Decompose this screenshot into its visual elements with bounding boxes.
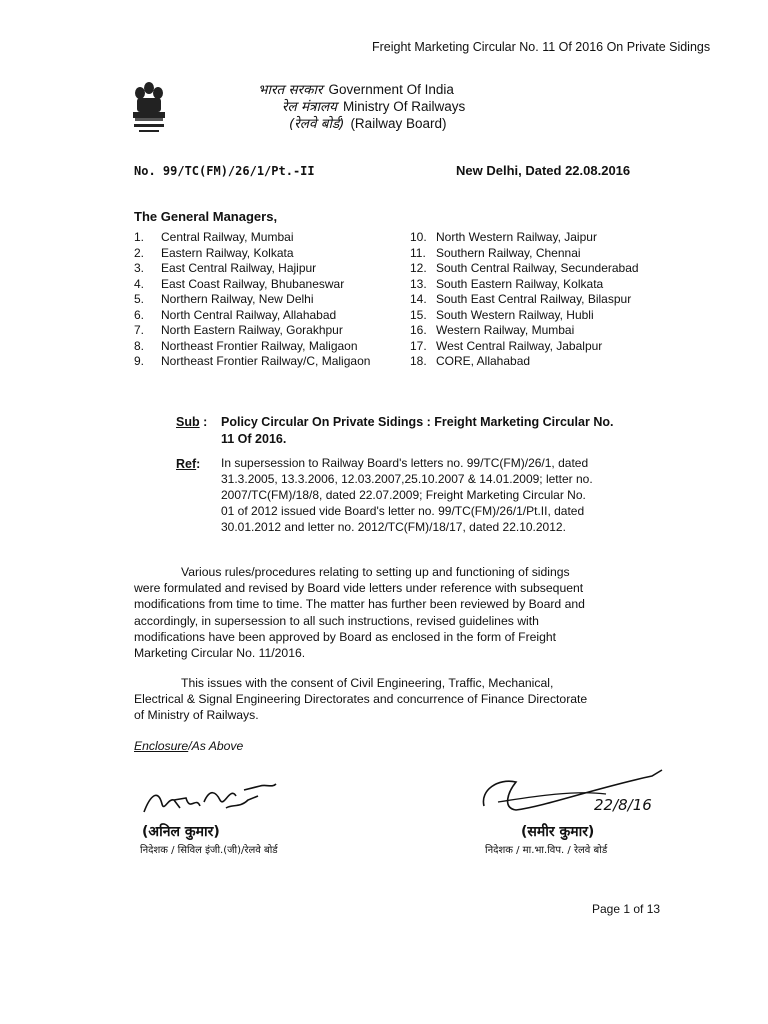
body-paragraph-2: This issues with the consent of Civil Engineering, Traffic, Mechanical, Electrical & Signal Engineering Directorates and concurrence of Finance Directorate of Ministry of Railways. <box>134 676 588 723</box>
letterhead-english-3: (Railway Board) <box>350 116 447 131</box>
letterhead-english-2: Ministry Of Railways <box>342 99 466 114</box>
signature-left-scribble <box>140 778 280 826</box>
subject-label: Sub : <box>176 415 208 429</box>
signature-right-scribble <box>476 766 686 828</box>
list-item: 14. South East Central Railway, Bilaspur <box>410 292 632 306</box>
letterhead-hindi-3: (रेलवे बोर्ड) <box>289 116 345 132</box>
reference-text: In supersession to Railway Board's letters no. 99/TC(FM)/26/1, dated 31.3.2005, 13.3.2006, 12.03.2007,25.10.2007 & 14.01.2009; letter no. 2007/TC(FM)/18/8, dated 22.07.2009; Freight Marketing Circular No. 01 of 2012 issued vide Board's letter no. 99/TC(FM)/26/1/Pt.II, dated 30.01.2012 and letter no. 2012/TC(FM)/18/17, dated 22.10.2012. <box>221 456 593 534</box>
letterhead-government <box>258 81 454 99</box>
list-item: 8. Northeast Frontier Railway, Maligaon <box>134 338 358 353</box>
page-number: Page 1 of 13 <box>592 902 661 916</box>
letterhead-board <box>289 115 446 133</box>
list-item: 1. Central Railway, Mumbai <box>134 230 294 244</box>
list-item: 16. Western Railway, Mumbai <box>410 323 575 337</box>
list-item: 18. CORE, Allahabad <box>410 354 531 368</box>
railway-list-left <box>134 230 370 370</box>
list-item: 2. Eastern Railway, Kolkata <box>134 245 294 260</box>
body-paragraph-1: Various rules/procedures relating to setting up and functioning of sidings were formulated and revised by Board vide letters under reference with subsequent modifications from time to time. The matter has further been reviewed by Board and accordingly, in supersession to all such instructions, revised guidelines with modifications have been approved by Board as enclosed in the form of Freight Marketing Circular No. 11/2016. <box>134 565 585 661</box>
letterhead-hindi-2: रेल मंत्रालय <box>282 99 337 115</box>
list-item: 11. Southern Railway, Chennai <box>410 245 581 260</box>
list-item: 4. East Coast Railway, Bhubaneswar <box>134 276 345 291</box>
letterhead-ministry <box>282 98 465 116</box>
list-item: 12. South Central Railway, Secunderabad <box>410 261 639 275</box>
list-item: 17. West Central Railway, Jabalpur <box>410 338 603 353</box>
railway-list-right <box>410 230 639 370</box>
signatory-right-designation: निदेशक / मा.भा.विप. / रेलवे बोर्ड <box>485 845 608 856</box>
list-item: 10. North Western Railway, Jaipur <box>410 230 597 244</box>
signatory-left-designation: निदेशक / सिविल इंजी.(जी)/रेलवे बोर्ड <box>140 845 278 856</box>
letterhead-english-1: Government Of India <box>328 82 454 97</box>
signatory-right-name: (समीर कुमार) <box>521 824 595 840</box>
signature-date: 22/8/16 <box>594 796 652 814</box>
list-item: 15. South Western Railway, Hubli <box>410 307 594 322</box>
letterhead-hindi-1: भारत सरकार <box>258 82 323 98</box>
list-item: 3. East Central Railway, Hajipur <box>134 261 317 275</box>
reference-number: No. 99/TC(FM)/26/1/Pt.-II <box>134 164 315 178</box>
national-emblem-icon <box>126 80 172 138</box>
place-date: New Delhi, Dated 22.08.2016 <box>456 163 631 178</box>
list-item: 9. Northeast Frontier Railway/C, Maligaon <box>134 354 371 368</box>
subject-text: Policy Circular On Private Sidings : Freight Marketing Circular No. 11 Of 2016. <box>221 415 614 446</box>
list-item: 5. Northern Railway, New Delhi <box>134 292 314 306</box>
enclosure: Enclosure/As Above <box>134 739 244 753</box>
addressee: The General Managers, <box>134 209 278 224</box>
signatory-left-name: (अनिल कुमार) <box>142 824 220 840</box>
running-header: Freight Marketing Circular No. 11 Of 2016 On Private Sidings <box>372 40 711 54</box>
list-item: 6. North Central Railway, Allahabad <box>134 307 337 322</box>
list-item: 13. South Eastern Railway, Kolkata <box>410 276 604 291</box>
list-item: 7. North Eastern Railway, Gorakhpur <box>134 323 343 337</box>
reference-label: Ref: <box>176 457 201 471</box>
